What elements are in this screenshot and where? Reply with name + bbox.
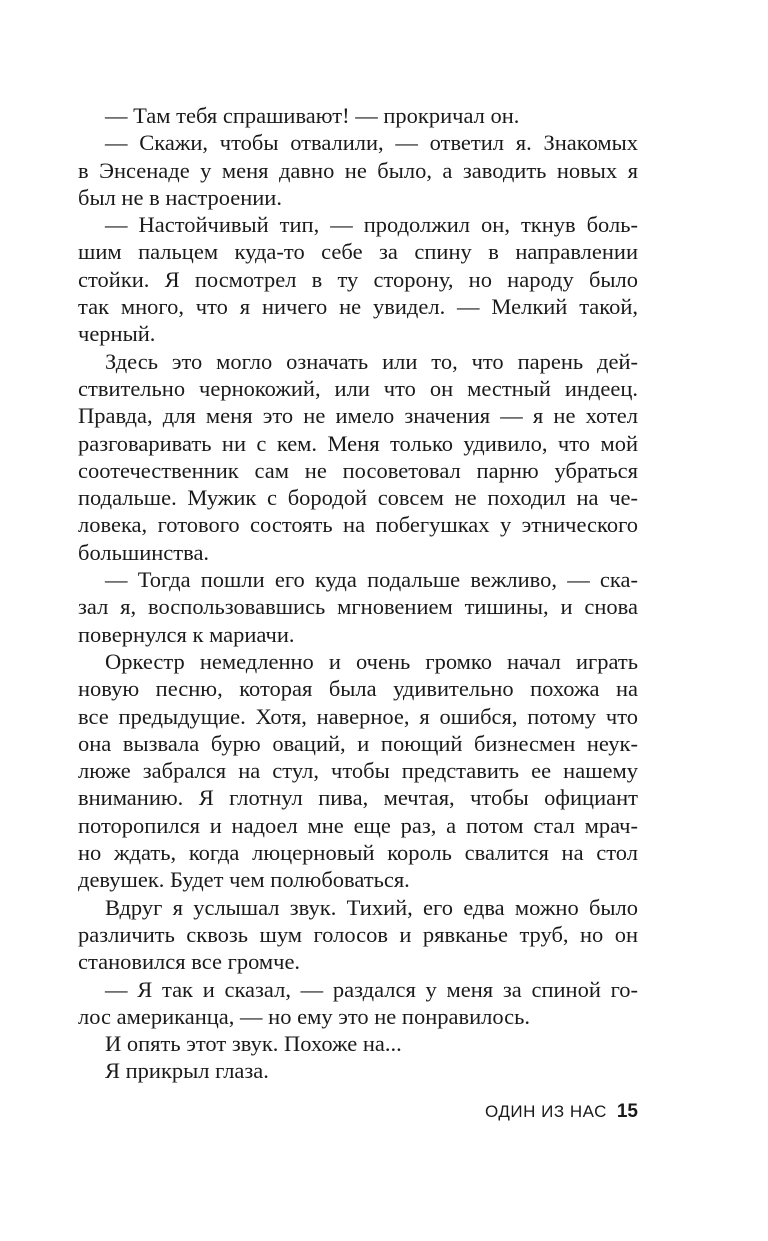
text-line: вниманию. Я глотнул пива, мечтая, чтобы официант [78, 785, 638, 811]
page-footer [485, 1102, 638, 1122]
text-line: зал я, воспользовавшись мгновением тишины, и снова [78, 594, 638, 620]
text-line: — Скажи, чтобы отвалили, — ответил я. Знакомых [105, 130, 638, 156]
text-line: но ждать, когда люцерновый король свалится на стол [78, 840, 638, 866]
text-line: так много, что я ничего не увидел. — Мелкий такой, [78, 294, 638, 320]
text-line: лос американца, — но ему это не понравилось. [78, 1003, 531, 1029]
text-line: становился все громче. [78, 949, 301, 975]
running-title: ОДИН ИЗ НАС [485, 1102, 607, 1121]
text-line: соотечественник сам не посоветовал парню убраться [78, 457, 638, 483]
text-line: Здесь это могло означать или то, что парень дей- [105, 348, 638, 374]
text-line: Я прикрыл глаза. [105, 1058, 269, 1084]
text-line: И опять этот звук. Похоже на... [105, 1031, 402, 1057]
text-line: девушек. Будет чем полюбоваться. [78, 867, 410, 893]
text-line: Правда, для меня это не имело значения — я не хотел [78, 403, 638, 429]
text-line: новую песню, которая была удивительно похожа на [78, 676, 638, 702]
text-line: — Настойчивый тип, — продолжил он, ткнув боль- [105, 212, 638, 238]
text-line: — Я так и сказал, — раздался у меня за спиной го- [105, 976, 638, 1002]
text-line: стойки. Я посмотрел в ту сторону, но народу было [78, 266, 638, 292]
text-line: поторопился и надоел мне еще раз, а потом стал мрач- [78, 812, 638, 838]
text-line: ствительно чернокожий, или что он местный индеец. [78, 375, 638, 401]
text-line: большинства. [78, 539, 210, 565]
text-line: шим пальцем куда-то себе за спину в направлении [78, 239, 638, 265]
text-line: — Там тебя спрашивают! — прокричал он. [105, 103, 520, 128]
text-line: Вдруг я услышал звук. Тихий, его едва можно было [105, 894, 638, 920]
text-line: подальше. Мужик с бородой совсем не походил на че- [78, 485, 638, 511]
text-line: разговаривать ни с кем. Меня только удивило, что мой [78, 430, 638, 456]
text-line: был не в настроении. [78, 184, 282, 210]
page-number: 15 [616, 1101, 638, 1122]
text-line: люже забрался на стул, чтобы представить ее нашему [78, 758, 638, 784]
text-line: в Энсенаде у меня давно не было, а заводить новых я [78, 157, 638, 183]
text-line: все предыдущие. Хотя, наверное, я ошибся, потому что [78, 703, 638, 729]
text-line: ловека, готового состоять на побегушках у этнического [78, 512, 638, 538]
text-line: черный. [78, 321, 156, 347]
body-text [78, 102, 638, 1085]
text-line: она вызвала бурю оваций, и поющий бизнесмен неук- [78, 730, 638, 756]
text-line: — Тогда пошли его куда подальше вежливо, — ска- [105, 567, 638, 593]
text-line: различить сквозь шум голосов и рявканье труб, но он [78, 921, 638, 947]
text-line: повернулся к мариачи. [78, 621, 295, 647]
text-line: Оркестр немедленно и очень громко начал играть [105, 648, 638, 674]
